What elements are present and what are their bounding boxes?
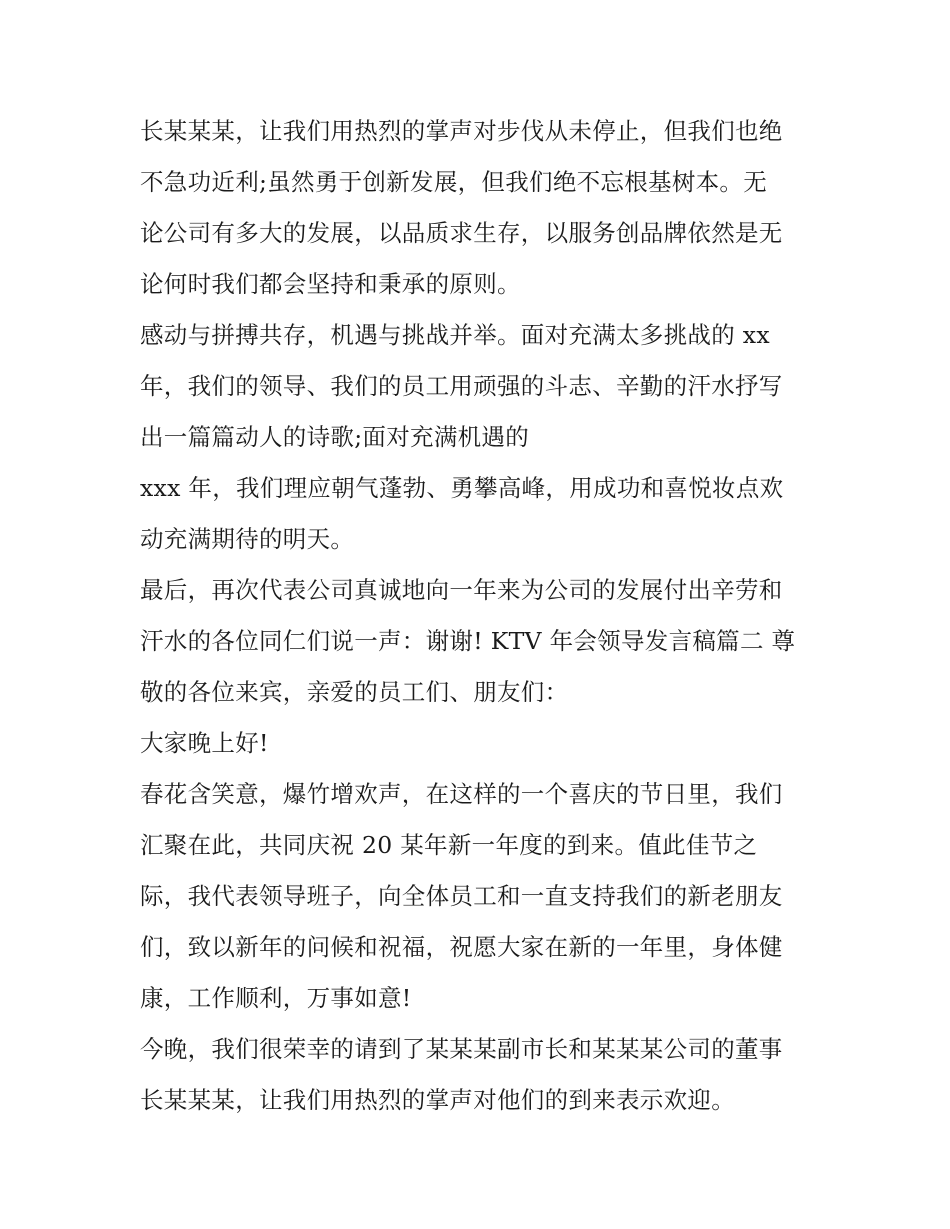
document-body bbox=[140, 106, 820, 1126]
text-line: 年，我们的领导、我们的员工用顽强的斗志、辛勤的汗水抒写 bbox=[140, 372, 783, 400]
text-line: 汇聚在此，共同庆祝 20 某年新一年度的到来。值此佳节之 bbox=[140, 831, 758, 859]
text-line: 长某某某，让我们用热烈的掌声对步伐从未停止，但我们也绝 bbox=[140, 117, 783, 145]
text-line: 不急功近利;虽然勇于创新发展，但我们绝不忘根基树本。无 bbox=[140, 168, 768, 196]
text-line: 感动与拼搏共存，机遇与挑战并举。面对充满太多挑战的 xx bbox=[140, 321, 770, 349]
text-line: 们，致以新年的问候和祝福，祝愿大家在新的一年里，身体健 bbox=[140, 933, 783, 961]
text-line: xxx 年，我们理应朝气蓬勃、勇攀高峰，用成功和喜悦妆点欢 bbox=[140, 474, 784, 502]
text-line: 大家晚上好! bbox=[140, 729, 269, 757]
text-line: 论何时我们都会坚持和秉承的原则。 bbox=[140, 270, 521, 298]
text-line: 动充满期待的明天。 bbox=[140, 525, 355, 553]
text-line: 最后，再次代表公司真诚地向一年来为公司的发展付出辛劳和 bbox=[140, 576, 783, 604]
text-line: 今晚，我们很荣幸的请到了某某某副市长和某某某公司的董事 bbox=[140, 1035, 783, 1063]
text-line: 论公司有多大的发展，以品质求生存，以服务创品牌依然是无 bbox=[140, 219, 783, 247]
text-line: 敬的各位来宾，亲爱的员工们、朋友们： bbox=[140, 678, 569, 706]
text-line: 长某某某，让我们用热烈的掌声对他们的到来表示欢迎。 bbox=[140, 1086, 735, 1114]
text-line: 春花含笑意，爆竹增欢声，在这样的一个喜庆的节日里，我们 bbox=[140, 780, 783, 808]
text-line: 康，工作顺利，万事如意! bbox=[140, 984, 412, 1012]
text-line: 际，我代表领导班子，向全体员工和一直支持我们的新老朋友 bbox=[140, 882, 783, 910]
text-line: 出一篇篇动人的诗歌;面对充满机遇的 bbox=[140, 423, 530, 451]
text-line: 汗水的各位同仁们说一声：谢谢! KTV 年会领导发言稿篇二 尊 bbox=[140, 627, 796, 655]
